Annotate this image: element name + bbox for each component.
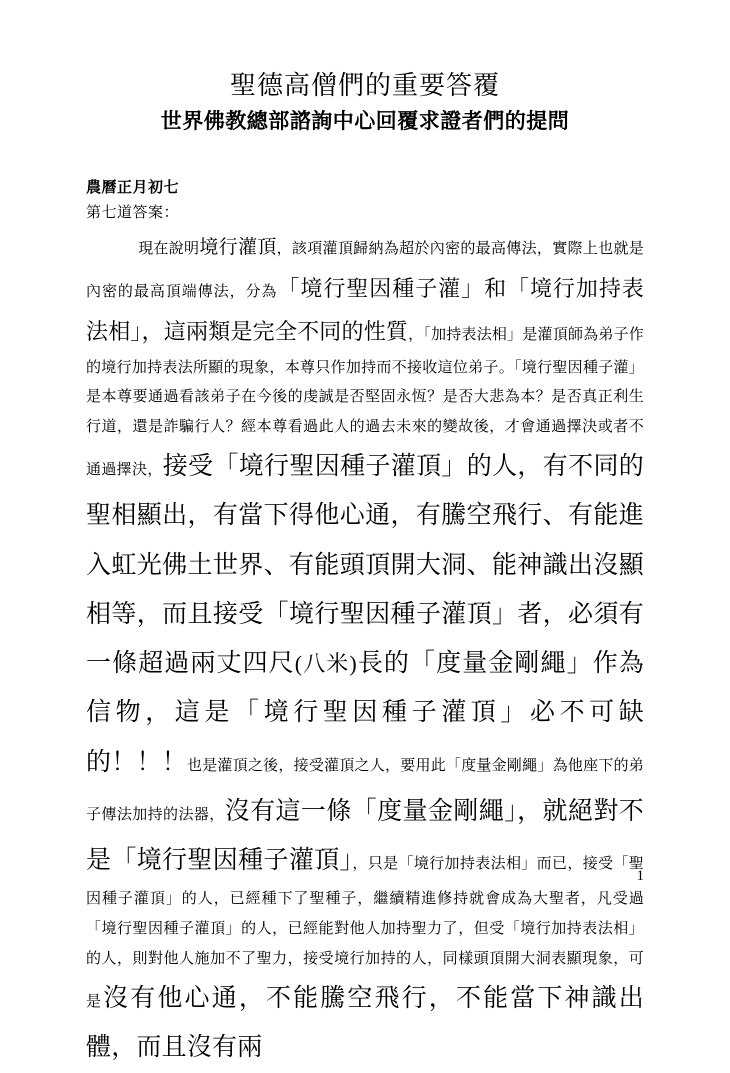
body-paragraph bbox=[86, 229, 644, 1072]
body-segment: 也是灌頂之後，接受灌頂之人，要用此「度量金剛繩」為他座下的弟子傳法加持的法器， bbox=[86, 757, 644, 823]
body-segment-emphasis: 長的「度量金剛繩」作為信物，這是「境行聖因種子灌頂」必不可缺的！！！ bbox=[86, 650, 645, 776]
date-line: 農曆正月初七 bbox=[86, 180, 180, 197]
body-segment: ，該項灌頂歸納為超於內密的最高傳法，實際上也就是內密的最高頂端傳法，分為 bbox=[86, 241, 644, 300]
body-segment-emphasis: 「境行聖因種子灌」和「境行加持表法相」，這兩類是完全不同的性質 bbox=[86, 275, 644, 345]
body-segment: 現在說明 bbox=[138, 241, 200, 258]
answer-label: 第七道答案： bbox=[86, 205, 180, 222]
meta-block bbox=[86, 176, 644, 222]
body-segment: ，「加持表法相」是灌頂師為弟子作的境行加持表法所顯的現象，本尊只作加持而不接收這位弟子。「境行聖因種子灌」是本尊要通過看該弟子在今後的虔誠是否堅固永恆？是否大悲為本？是否真正利生行道，還是詐騙行人？經本尊看過此人的過去未來的變故後，才會通過擇決或者不通過擇決， bbox=[86, 327, 644, 479]
page-title: 聖德高僧們的重要答覆 bbox=[229, 71, 500, 100]
body-segment-emphasis: 沒有這一條「度量金剛繩」，就絕對不是「境行聖因種子灌頂」 bbox=[86, 797, 644, 875]
body-segment-small-note: (八米) bbox=[294, 651, 357, 677]
body-segment: ，只是「境行加持表法相」而已，接受「聖因種子灌頂」的人，已經種下了聖種子，繼續精進修持就會成為大聖者，凡受過「境行聖因種子灌頂」的人，已經能對他人加持聖力了，但受「境行加持表法相」的人，則對他人施加不了聖力，接受境行加持的人，同樣頭頂開大洞表顯現象，可是 bbox=[86, 856, 644, 1011]
body-text bbox=[86, 229, 644, 1072]
body-segment-emphasis: 接受「境行聖因種子灌頂」的人，有不同的聖相顯出，有當下得他心通，有騰空飛行、有能進入虹光佛土世界、有能頭頂開大洞、能神識出沒顯相等，而且接受「境行聖因種子灌頂」者，必須有一條超過兩丈四尺 bbox=[86, 453, 644, 678]
page-number: 1 bbox=[636, 868, 644, 884]
body-segment-emphasis: 沒有他心通，不能騰空飛行，不能當下神識出體，而且沒有兩 bbox=[86, 985, 644, 1062]
page-subtitle: 世界佛教總部諮詢中心回覆求證者們的提問 bbox=[160, 109, 570, 134]
title-block bbox=[86, 0, 644, 136]
body-segment-emphasis: 境行灌頂 bbox=[199, 237, 277, 259]
